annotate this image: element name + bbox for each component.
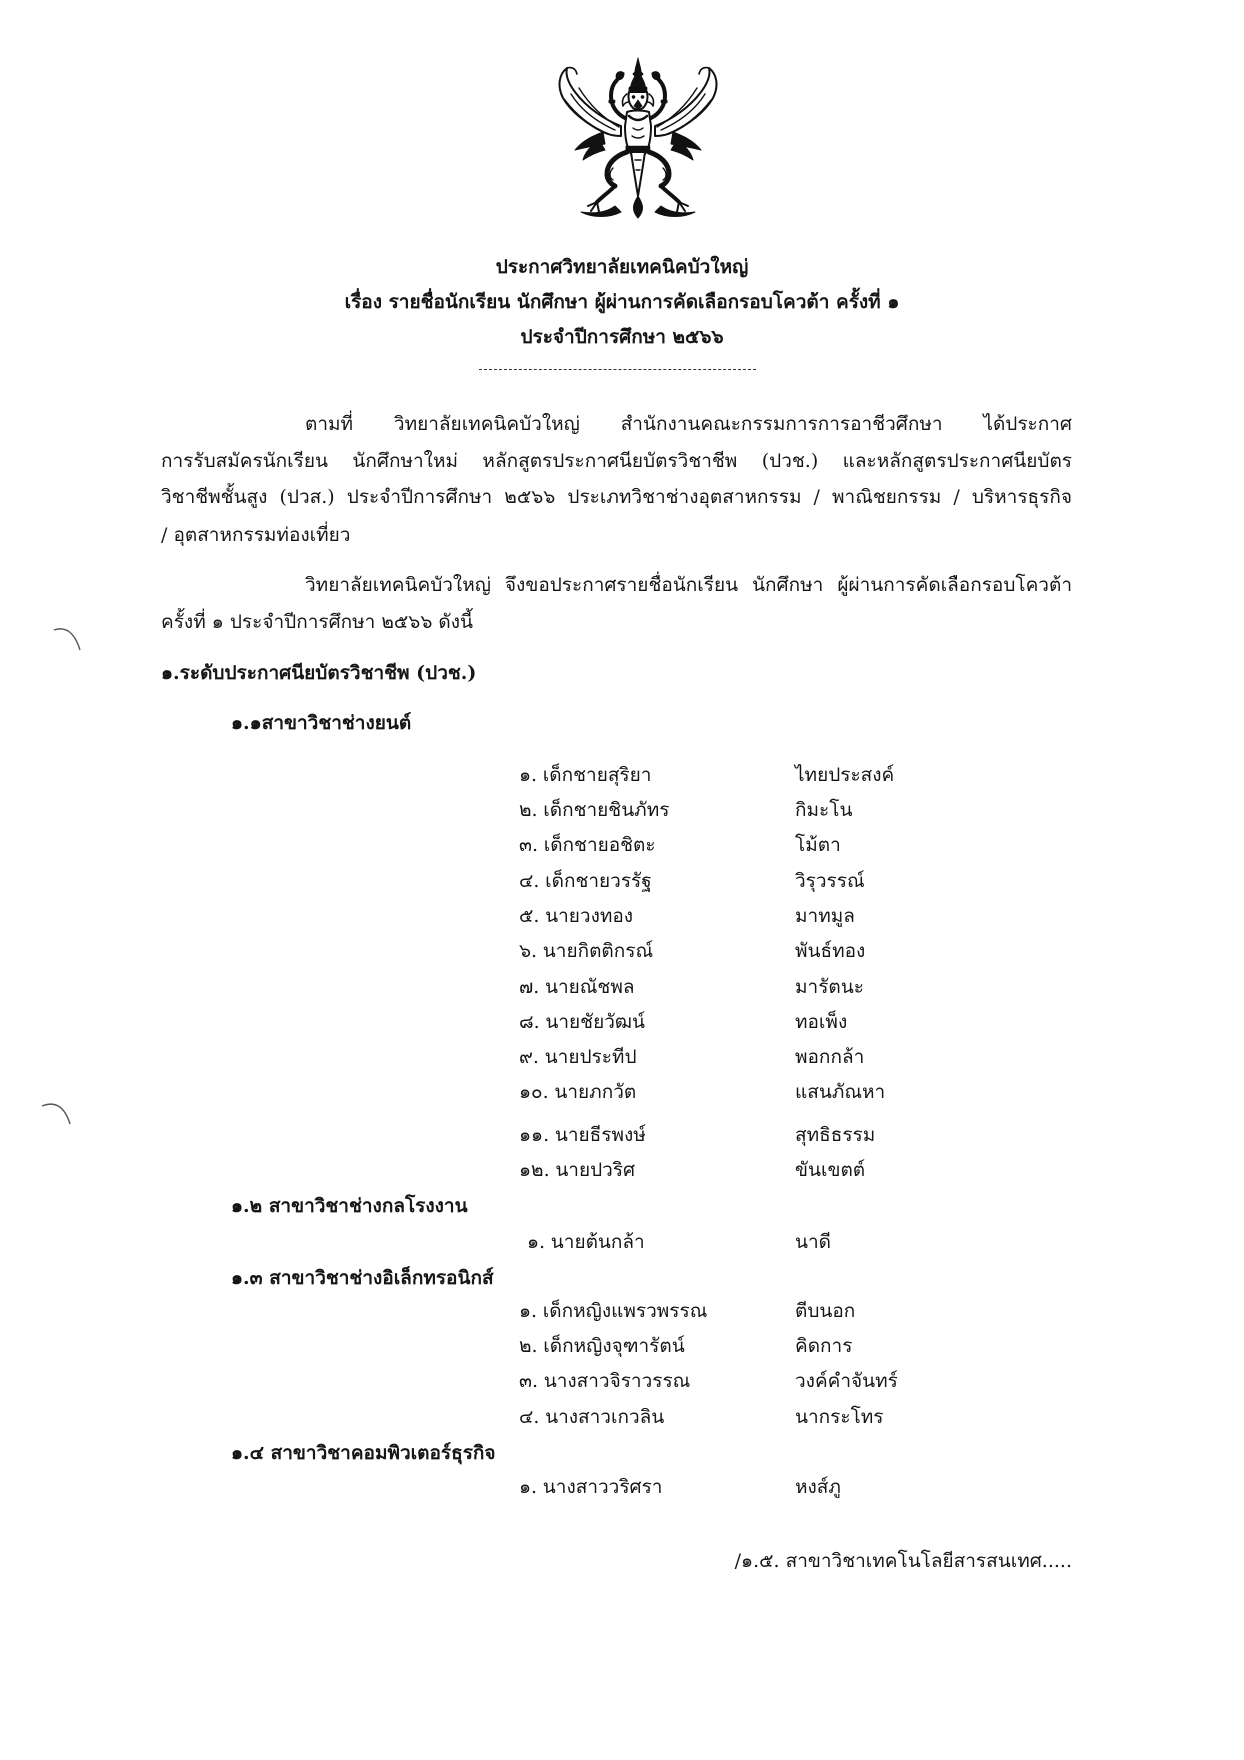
student-row <box>0 937 1244 965</box>
student-row <box>0 1297 1244 1325</box>
student-name <box>519 1043 637 1071</box>
student-number: ๙. <box>519 1046 539 1068</box>
student-name <box>519 1473 662 1501</box>
student-given-name: นายภกวัต <box>554 1081 637 1103</box>
student-surname: กิมะโน <box>795 799 853 821</box>
student-surname: หงส์ภู <box>795 1476 841 1498</box>
student-surname: แสนภัณหา <box>795 1081 886 1103</box>
student-surname: นากระโทร <box>795 1406 884 1428</box>
subsection-heading: ๑.๑สาขาวิชาช่างยนต์ <box>231 712 412 734</box>
student-number: ๓. <box>519 1370 539 1392</box>
student-surname: สุทธิธรรม <box>795 1124 876 1146</box>
student-name <box>519 1156 635 1184</box>
student-name <box>519 1078 636 1106</box>
student-name <box>519 1403 664 1431</box>
student-row <box>0 973 1244 1001</box>
student-name <box>519 1297 707 1325</box>
student-row <box>0 1367 1244 1395</box>
student-number: ๒. <box>519 1335 538 1357</box>
student-number: ๑. <box>519 1476 538 1498</box>
student-given-name: นางสาวจิราวรรณ <box>543 1370 691 1392</box>
paragraph-text: / อุตสาหกรรมท่องเที่ยว <box>161 524 351 546</box>
paragraph-text: วิทยาลัยเทคนิคบัวใหญ่ จึงขอประกาศรายชื่อนักเรียน นักศึกษา ผู้ผ่านการคัดเลือกรอบโควต้า <box>305 574 1072 596</box>
paragraph-text: ครั้งที่ ๑ ประจำปีการศึกษา ๒๕๖๖ ดังนี้ <box>161 611 474 633</box>
scan-mark <box>52 622 86 656</box>
student-name <box>527 1228 645 1256</box>
student-given-name: เด็กหญิงจุฑารัตน์ <box>543 1335 685 1357</box>
student-name <box>519 1008 645 1036</box>
student-surname: พอกกล้า <box>795 1046 865 1068</box>
title-line-1: ประกาศวิทยาลัยเทคนิคบัวใหญ่ <box>495 256 749 278</box>
student-given-name: นายชัยวัฒน์ <box>545 1011 646 1033</box>
student-name <box>519 973 635 1001</box>
student-surname: วงค์คำจันทร์ <box>795 1370 898 1392</box>
student-number: ๕. <box>519 905 540 927</box>
student-surname: ขันเขตต์ <box>795 1159 866 1181</box>
student-number: ๑๑. <box>519 1124 550 1146</box>
student-row <box>0 761 1244 789</box>
paragraph-1-line <box>161 483 1072 511</box>
student-surname: มาทมูล <box>795 905 855 927</box>
student-row <box>0 902 1244 930</box>
student-name <box>519 831 656 859</box>
student-given-name: เด็กชายชินภัทร <box>543 799 670 821</box>
student-given-name: เด็กชายอชิตะ <box>543 834 656 856</box>
paragraph-text: การรับสมัครนักเรียน นักศึกษาใหม่ หลักสูตรประกาศนียบัตรวิชาชีพ (ปวช.) และหลักสูตรประกาศนียบัตร <box>161 450 1072 472</box>
student-number: ๑. <box>519 1300 538 1322</box>
student-name <box>519 1367 690 1395</box>
student-given-name: เด็กหญิงแพรวพรรณ <box>542 1300 708 1322</box>
student-name <box>519 1121 646 1149</box>
student-number: ๔. <box>519 1406 540 1428</box>
title-line-2: เรื่อง รายชื่อนักเรียน นักศึกษา ผู้ผ่านการคัดเลือกรอบโควต้า ครั้งที่ ๑ <box>344 291 900 313</box>
paragraph-text: วิชาชีพชั้นสูง (ปวส.) ประจำปีการศึกษา ๒๕๖๖ ประเภทวิชาช่างอุตสาหกรรม / พาณิชยกรรม / บริหารธุรกิจ <box>161 486 1072 508</box>
student-number: ๑๐. <box>519 1081 549 1103</box>
student-row <box>0 1043 1244 1071</box>
student-number: ๗. <box>519 976 540 998</box>
student-row <box>0 1473 1244 1501</box>
student-given-name: นายณัชพล <box>545 976 635 998</box>
student-number: ๓. <box>519 834 539 856</box>
paragraph-2-line <box>161 608 1072 636</box>
student-row <box>0 1332 1244 1360</box>
student-surname: ตีบนอก <box>795 1300 856 1322</box>
student-number: ๔. <box>519 870 540 892</box>
student-given-name: นายปวริศ <box>555 1159 636 1181</box>
student-name <box>519 796 669 824</box>
student-given-name: นางสาววริศรา <box>542 1476 663 1498</box>
student-row <box>0 831 1244 859</box>
title-underline <box>479 369 756 370</box>
student-given-name: นายธีรพงษ์ <box>554 1124 646 1146</box>
paragraph-2-line <box>305 571 1072 599</box>
student-given-name: นายกิตติกรณ์ <box>542 940 654 962</box>
paragraph-1-line <box>161 521 1072 549</box>
student-surname: มารัตนะ <box>795 976 864 998</box>
student-name <box>519 937 653 965</box>
student-number: ๖. <box>519 940 538 962</box>
student-name <box>519 902 633 930</box>
student-surname: โม้ตา <box>795 834 841 856</box>
student-row <box>0 1008 1244 1036</box>
student-given-name: นางสาวเกวลิน <box>545 1406 665 1428</box>
student-row <box>0 1121 1244 1149</box>
student-row <box>0 796 1244 824</box>
student-surname: ทอเพ็ง <box>795 1011 848 1033</box>
student-surname: ไทยประสงค์ <box>795 764 895 786</box>
student-name <box>519 867 652 895</box>
garuda-emblem-icon <box>553 56 723 220</box>
subsection-heading: ๑.๓ สาขาวิชาช่างอิเล็กทรอนิกส์ <box>231 1267 494 1289</box>
student-given-name: เด็กชายวรรัฐ <box>545 870 652 892</box>
student-surname: นาดี <box>795 1231 831 1253</box>
paragraph-1-line <box>305 410 1072 438</box>
student-given-name: นายวงทอง <box>545 905 634 927</box>
section-heading: ๑.ระดับประกาศนียบัตรวิชาชีพ (ปวช.) <box>161 662 477 684</box>
student-row <box>0 1078 1244 1106</box>
continuation-note: /๑.๕. สาขาวิชาเทคโนโลยีสารสนเทศ..... <box>734 1550 1072 1572</box>
student-surname: พันธ์ทอง <box>795 940 866 962</box>
paragraph-text: ตามที่ วิทยาลัยเทคนิคบัวใหญ่ สำนักงานคณะกรรมการการอาชีวศึกษา ได้ประกาศ <box>305 413 1072 435</box>
student-name <box>519 761 651 789</box>
student-number: ๒. <box>519 799 538 821</box>
student-number: ๘. <box>519 1011 540 1033</box>
title-line-3: ประจำปีการศึกษา ๒๕๖๖ <box>520 326 724 348</box>
student-row <box>0 867 1244 895</box>
student-given-name: นายต้นกล้า <box>550 1231 645 1253</box>
student-surname: วิรุวรรณ์ <box>795 870 865 892</box>
student-row <box>0 1156 1244 1184</box>
student-number: ๑. <box>527 1231 546 1253</box>
student-name <box>519 1332 685 1360</box>
paragraph-1-line <box>161 447 1072 475</box>
student-row <box>0 1228 1244 1256</box>
student-number: ๑๒. <box>519 1159 550 1181</box>
student-row <box>0 1403 1244 1431</box>
student-given-name: เด็กชายสุริยา <box>542 764 652 786</box>
subsection-heading: ๑.๒ สาขาวิชาช่างกลโรงงาน <box>231 1195 468 1217</box>
student-number: ๑. <box>519 764 538 786</box>
student-given-name: นายประทีป <box>544 1046 637 1068</box>
student-surname: คิดการ <box>795 1335 853 1357</box>
subsection-heading: ๑.๔ สาขาวิชาคอมพิวเตอร์ธุรกิจ <box>231 1442 496 1464</box>
